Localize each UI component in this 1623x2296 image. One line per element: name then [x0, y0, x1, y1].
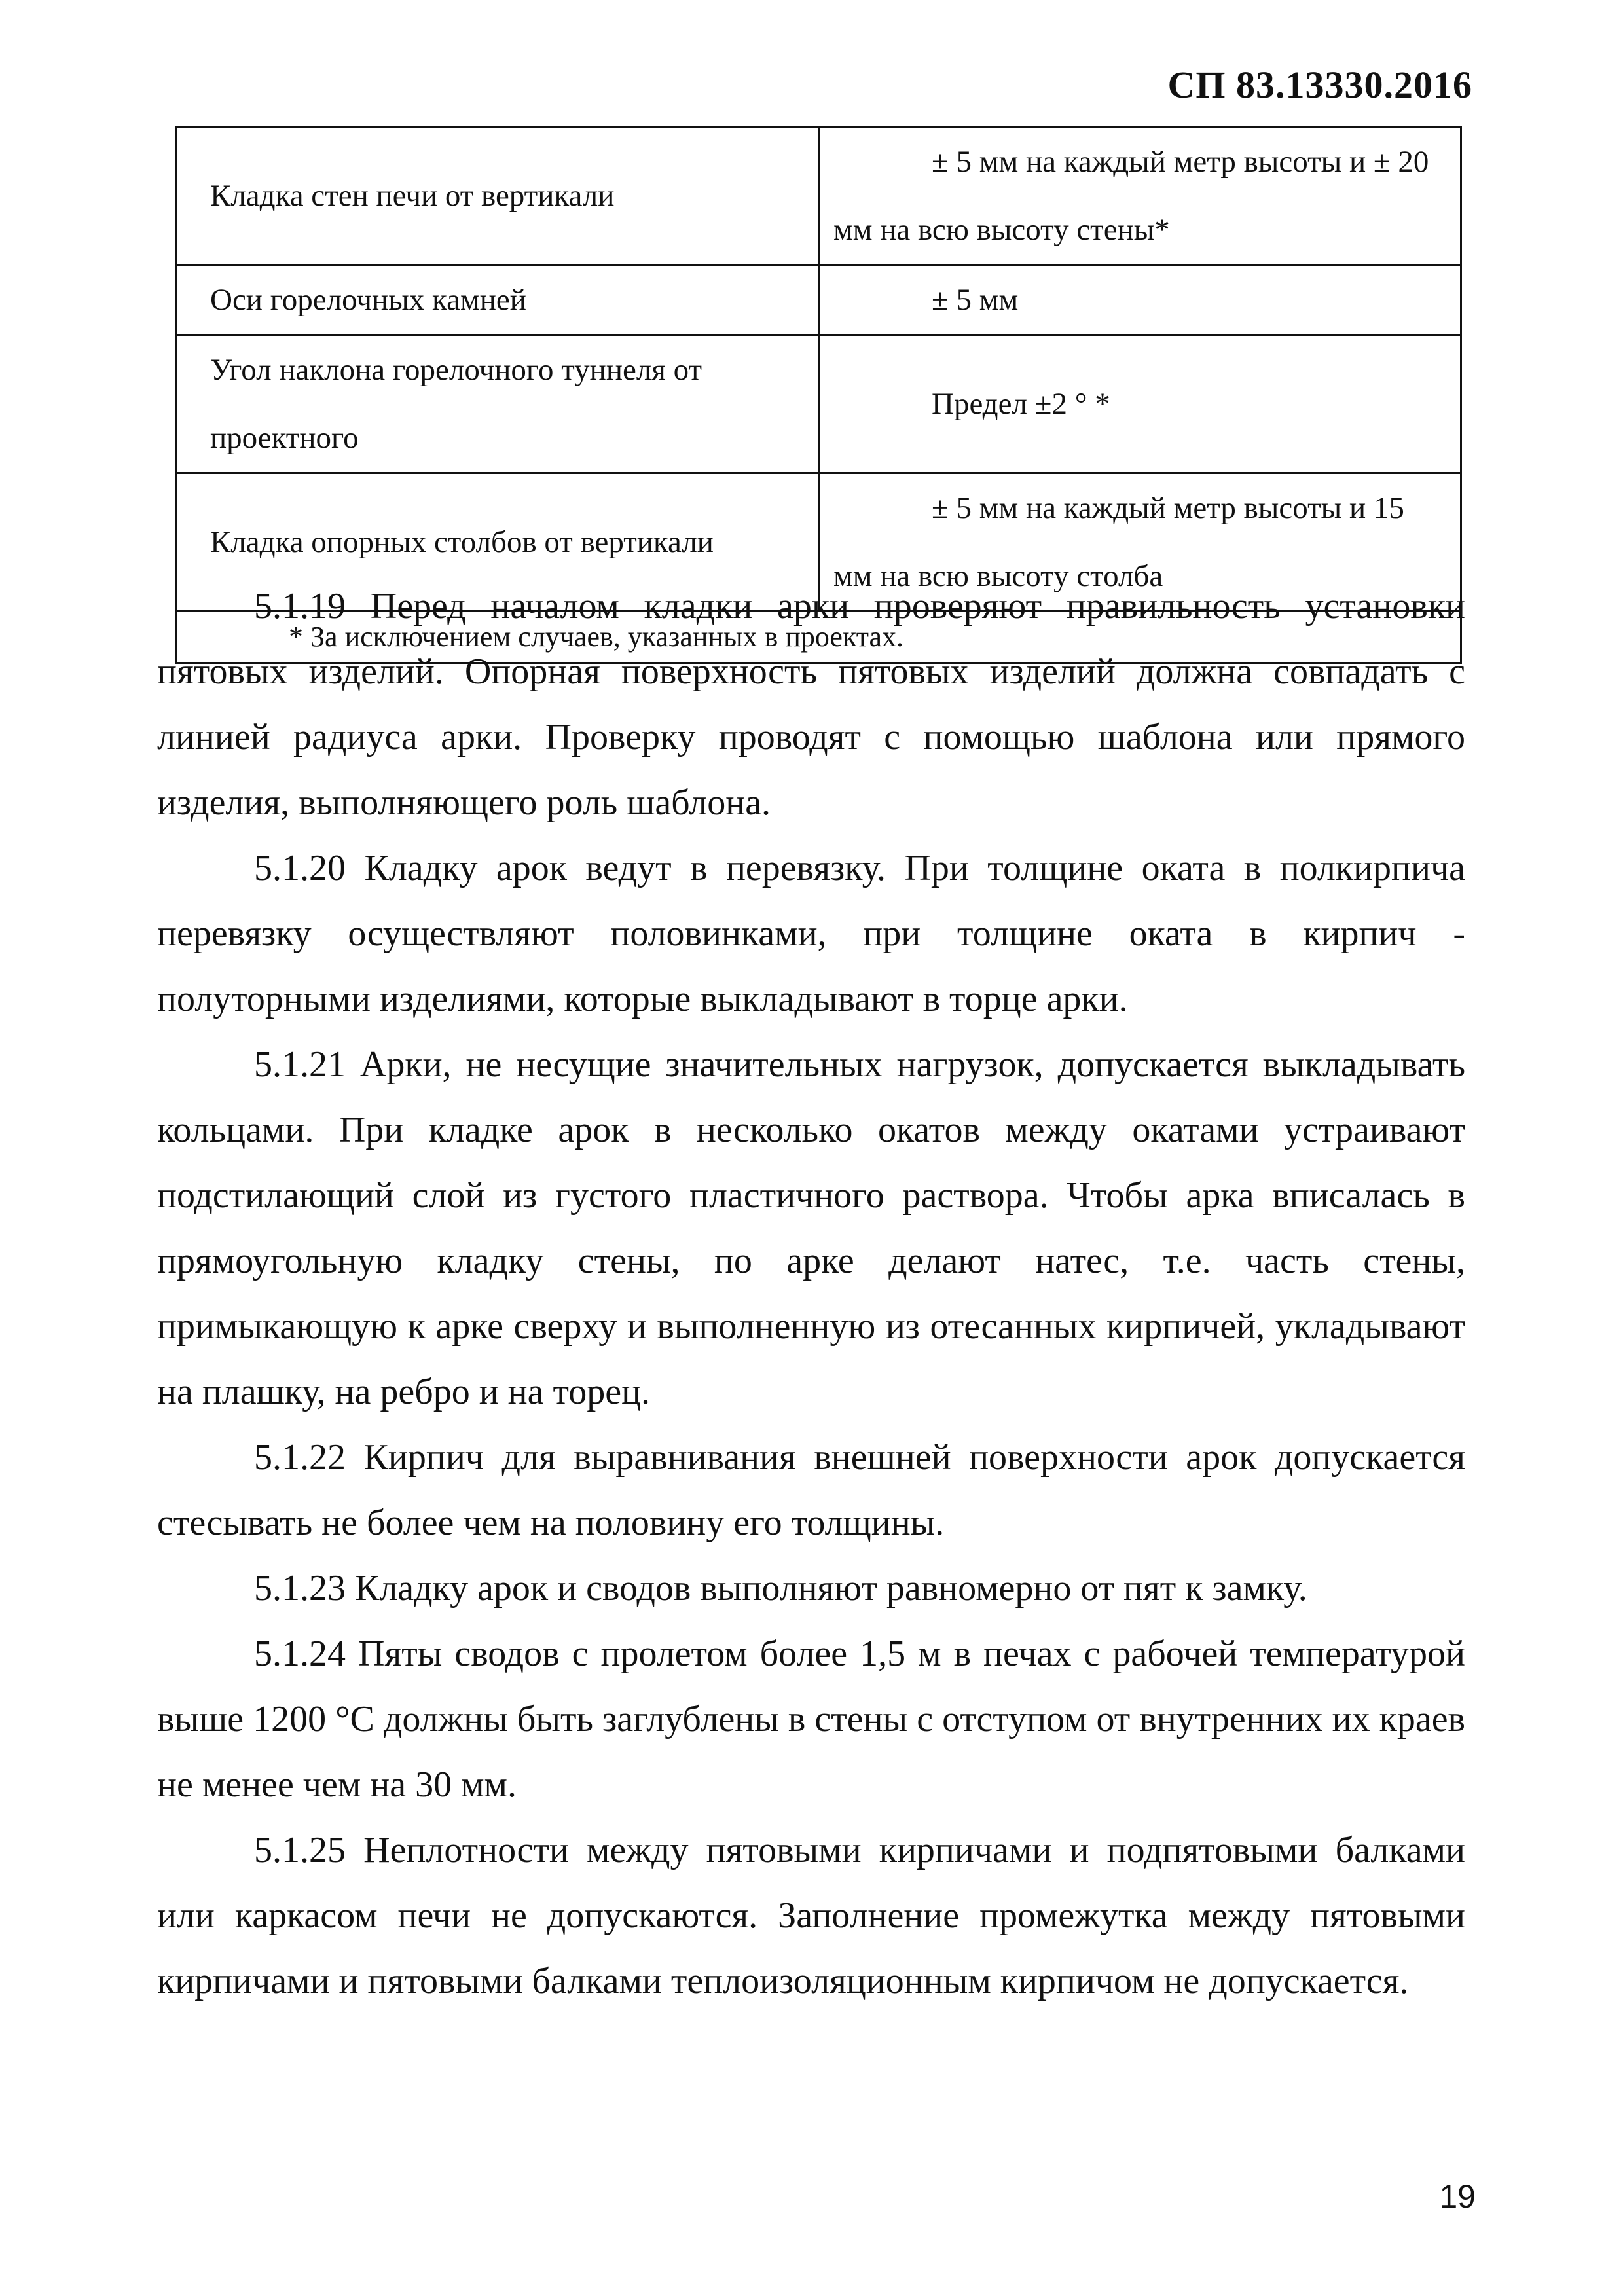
- paragraph-5-1-24: 5.1.24 Пяты сводов с пролетом более 1,5 м в печах с рабочей температурой выше 1200 °С должны быть заглублены в стены с отступом от внутренних их краев не менее чем на 30 мм.: [157, 1633, 1465, 1805]
- paragraph-5-1-25: 5.1.25 Неплотности между пятовыми кирпичами и подпятовыми балками или каркасом печи не допускаются. Заполнение промежутка между пятовыми кирпичами и пятовыми балками теплоизоляционным кирпичом не допускается.: [157, 1830, 1465, 2001]
- table-row: [177, 335, 1461, 473]
- tolerance-line: Предел ±2 ° *: [932, 387, 1110, 421]
- tolerance-line: ± 5 мм на каждый метр высоты и ± 20: [932, 145, 1429, 179]
- param-label: Оси горелочных камней: [210, 283, 526, 317]
- tolerance-cell: [820, 127, 1461, 265]
- tolerance-line: ± 5 мм: [932, 283, 1019, 317]
- paragraph-5-1-19: 5.1.19 Перед началом кладки арки проверяют правильность установки пятовых изделий. Опорная поверхность пятовых изделий должна совпадать с линией радиуса арки. Проверку проводят с помощью шаблона или прямого изделия, выполняющего роль шаблона.: [157, 586, 1465, 823]
- param-cell: [177, 335, 820, 473]
- param-label: Кладка стен печи от вертикали: [210, 179, 615, 213]
- table-footnote: * За исключением случаев, указанных в проектах.: [177, 611, 1461, 663]
- paragraph-5-1-21: 5.1.21 Арки, не несущие значительных нагрузок, допускается выкладывать кольцами. При кладке арок в несколько окатов между окатами устраивают подстилающий слой из густого пластичного раствора. Чтобы арка вписалась в прямоугольную кладку стены, по арке делают натес, т.е. часть стены, примыкающую к арке сверху и выполненную из отесанных кирпичей, укладывают на плашку, на ребро и на торец.: [157, 1044, 1465, 1412]
- table-row: [177, 265, 1461, 335]
- paragraph-5-1-22: 5.1.22 Кирпич для выравнивания внешней поверхности арок допускается стесывать не более чем на половину его толщины.: [157, 1437, 1465, 1543]
- param-label: Кладка опорных столбов от вертикали: [210, 525, 714, 559]
- table-row: [177, 127, 1461, 265]
- tolerance-cell: [820, 335, 1461, 473]
- document-code: СП 83.13330.2016: [1167, 64, 1472, 106]
- param-cell: [177, 127, 820, 265]
- tolerance-line: мм на всю высоту стены*: [833, 213, 1170, 247]
- param-cell: [177, 265, 820, 335]
- paragraph-5-1-23: 5.1.23 Кладку арок и сводов выполняют равномерно от пят к замку.: [254, 1568, 1307, 1609]
- paragraph-5-1-20: 5.1.20 Кладку арок ведут в перевязку. При толщине оката в полкирпича перевязку осуществляют половинками, при толщине оката в кирпич - полуторными изделиями, которые выкладывают в торце арки.: [157, 848, 1465, 1019]
- body-text: [157, 574, 1465, 2014]
- tolerance-line: мм на всю высоту столба: [833, 559, 1163, 593]
- tolerance-line: ± 5 мм на каждый метр высоты и 15: [932, 491, 1404, 525]
- param-label: проектного: [210, 421, 359, 455]
- page-number: 19: [1439, 2178, 1476, 2215]
- tolerance-cell: [820, 265, 1461, 335]
- param-label: Угол наклона горелочного туннеля от: [210, 353, 702, 387]
